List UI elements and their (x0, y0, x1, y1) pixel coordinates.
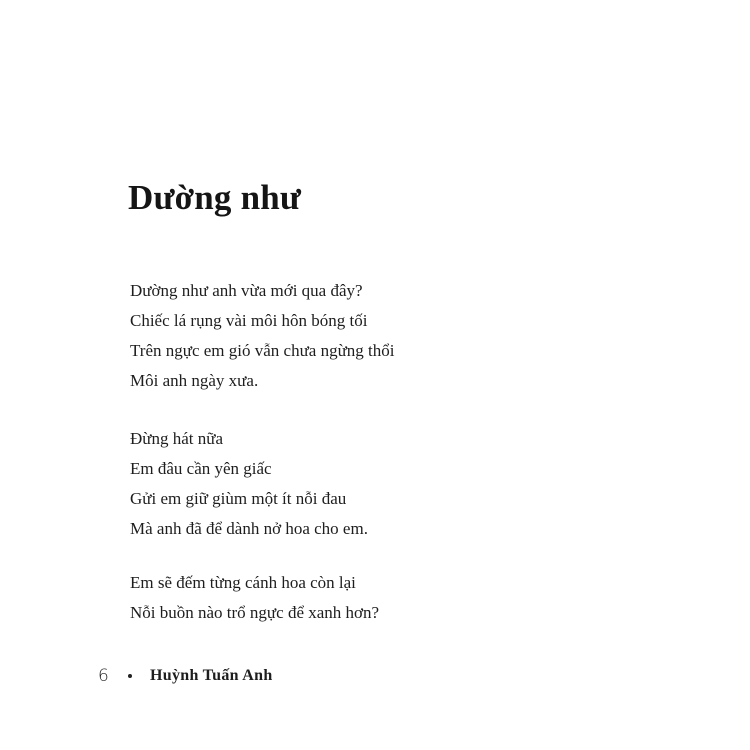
stanza-2 (130, 424, 368, 544)
stanza-1 (130, 276, 395, 396)
poem-line: Chiếc lá rụng vài môi hôn bóng tối (130, 311, 368, 330)
page-number: 6 (98, 666, 109, 686)
poem-line: Nỗi buồn nào trổ ngực để xanh hơn? (130, 603, 380, 622)
poem-line: Mà anh đã để dành nở hoa cho em. (130, 519, 368, 538)
stanza-3 (130, 568, 379, 628)
bullet-icon (128, 674, 132, 678)
poem-line: Trên ngực em gió vẫn chưa ngừng thổi (130, 341, 395, 360)
poem-line: Môi anh ngày xưa. (130, 371, 259, 390)
page-footer (98, 662, 273, 690)
poem-line: Em đâu cần yên giấc (130, 459, 272, 478)
poem-title: Dường như (128, 178, 302, 217)
poem-line: Gửi em giữ giùm một ít nỗi đau (130, 489, 347, 508)
poem-line: Đừng hát nữa (130, 429, 224, 448)
poem-line: Dường như anh vừa mới qua đây? (130, 281, 363, 300)
poem-line: Em sẽ đếm từng cánh hoa còn lại (130, 573, 356, 592)
author-name: Huỳnh Tuấn Anh (150, 667, 273, 684)
